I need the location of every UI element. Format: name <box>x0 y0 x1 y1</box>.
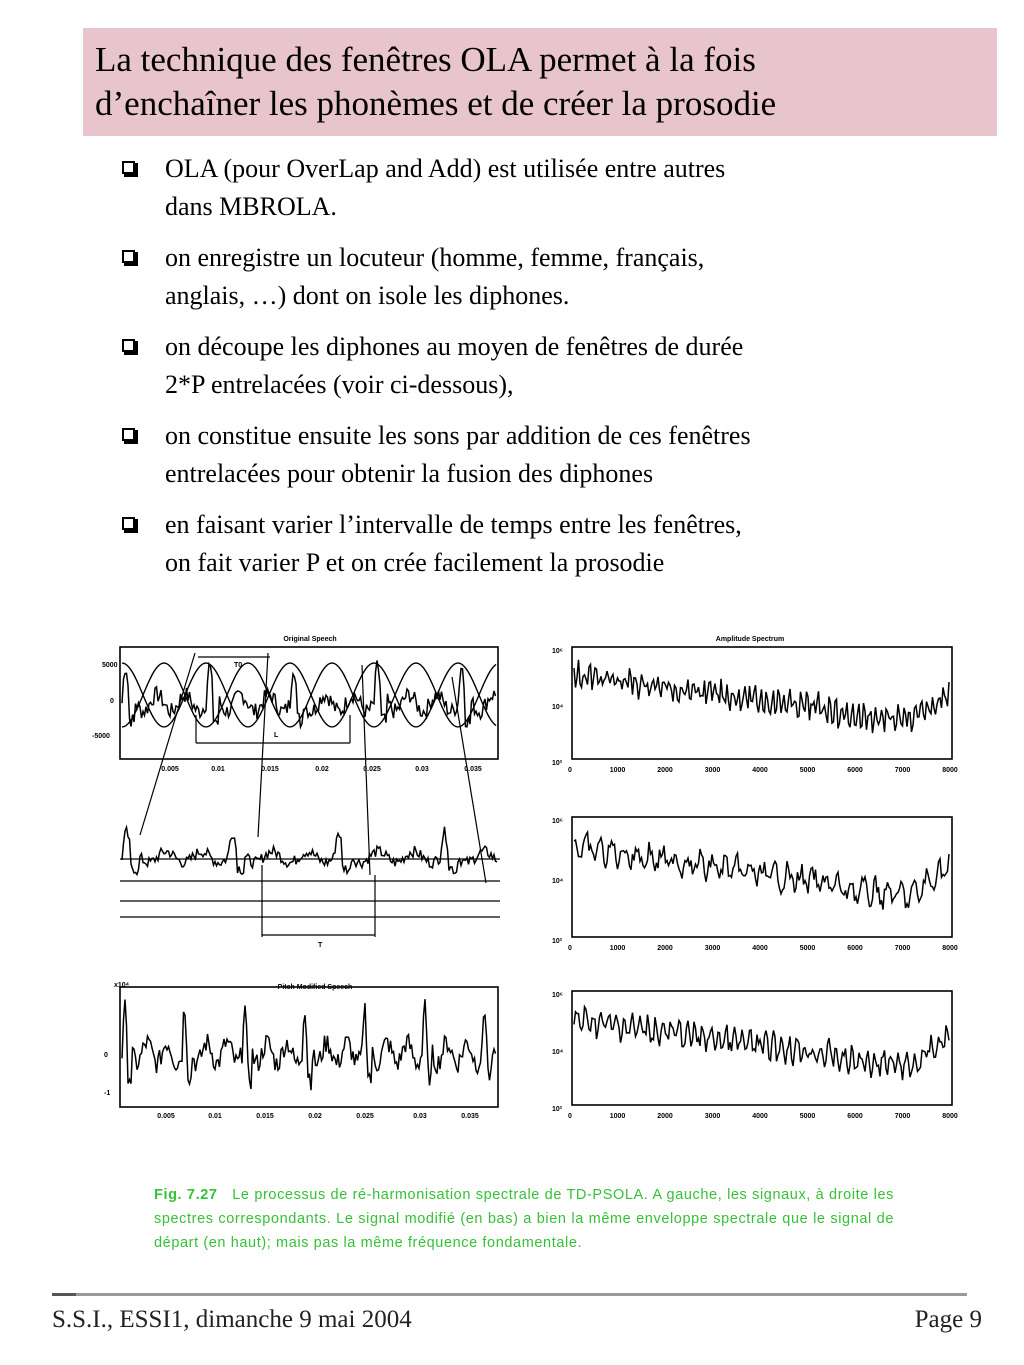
spectrum-x-tick: 4000 <box>752 945 768 952</box>
spectrum-x-tick: 2000 <box>657 945 673 952</box>
spectrum-frame-2 <box>572 817 952 937</box>
spectrum-x-tick: 6000 <box>847 945 863 952</box>
spectrum-y-tick: 10⁶ <box>552 818 564 825</box>
spectrum-x-tick: 8000 <box>942 1113 958 1120</box>
spectrum-x-tick: 4000 <box>752 1113 768 1120</box>
signal-y-tick: -5000 <box>92 733 110 740</box>
segmented-waveform <box>122 827 497 875</box>
mapping-arrow <box>140 653 195 835</box>
spectrum-x-tick: 3000 <box>704 767 721 774</box>
signal-y-tick: 0 <box>110 698 114 705</box>
checkbox-bullet-icon <box>122 161 135 174</box>
slide-title <box>83 28 997 136</box>
figure-svg <box>92 625 970 1135</box>
spectrum-x-tick: 8000 <box>942 945 958 952</box>
bullet-line: OLA (pour OverLap and Add) est utilisée entre autres <box>165 154 726 183</box>
spectrum-x-tick: 0 <box>568 767 572 774</box>
title-line-1: La technique des fenêtres OLA permet à la fois <box>95 40 756 79</box>
spectrum-y-tick: 10⁴ <box>552 1049 564 1056</box>
spectrum-x-tick: 3000 <box>704 945 721 952</box>
figure-number: Fig. 7.27 <box>154 1187 218 1203</box>
spectrum-curve-1 <box>574 660 949 733</box>
modified-speech-title: Pitch Modified Speech <box>277 984 353 991</box>
spectrum-x-tick: 5000 <box>799 767 816 774</box>
analysis-window <box>248 663 332 727</box>
label-t: T <box>318 942 323 949</box>
signal-x-tick: 0.025 <box>363 766 381 773</box>
signal-x-tick: 0.01 <box>211 766 225 773</box>
label-l: L <box>274 732 279 739</box>
bullet-item <box>118 506 948 582</box>
signal-x-tick: 0.03 <box>415 766 429 773</box>
spectrum-x-tick: 3000 <box>704 1113 721 1120</box>
spectrum-curve-2 <box>574 832 949 909</box>
spectrum-y-tick: 10⁴ <box>552 704 564 711</box>
modified-x-tick: 0.005 <box>157 1113 175 1120</box>
spectrum-x-tick: 4000 <box>752 767 768 774</box>
figure-caption <box>154 1183 894 1255</box>
analysis-window <box>164 663 248 727</box>
bullet-line: en faisant varier l’intervalle de temps entre les fenêtres, <box>165 510 742 539</box>
checkbox-bullet-icon <box>122 428 135 441</box>
modified-x-tick: 0.01 <box>208 1113 222 1120</box>
spectrum-x-tick: 5000 <box>799 1113 816 1120</box>
bullet-line: on constitue ensuite les sons par addition de ces fenêtres <box>165 421 751 450</box>
spectrum-x-tick: 8000 <box>942 767 958 774</box>
spectrum-x-tick: 1000 <box>609 1113 626 1120</box>
original-speech-title: Original Speech <box>283 636 337 643</box>
bullet-item <box>118 239 948 315</box>
label-t0: T0 <box>234 662 243 669</box>
signal-x-tick: 0.015 <box>261 766 279 773</box>
spectrum-x-tick: 7000 <box>894 945 911 952</box>
mapping-arrow <box>452 677 486 883</box>
bullet-line: dans MBROLA. <box>165 192 337 221</box>
spectrum-x-tick: 6000 <box>847 1113 863 1120</box>
spectrum-x-tick: 1000 <box>609 945 626 952</box>
modified-y-tick: x10⁴ <box>114 982 130 989</box>
original-waveform <box>122 661 496 728</box>
spectrum-curve-3 <box>574 1007 949 1080</box>
bullet-line: 2*P entrelacées (voir ci-dessous), <box>165 370 514 399</box>
analysis-window <box>416 663 496 727</box>
bullet-list <box>118 150 948 595</box>
footer-info: S.S.I., ESSI1, dimanche 9 mai 2004 <box>52 1306 412 1333</box>
spectrum-x-tick: 7000 <box>894 1113 911 1120</box>
bullet-item <box>118 417 948 493</box>
signal-y-tick: 5000 <box>102 662 118 669</box>
spectrum-x-tick: 6000 <box>847 767 863 774</box>
spectrum-y-tick: 10² <box>552 1106 563 1113</box>
original-signal-frame <box>120 647 498 759</box>
bullet-item <box>118 328 948 404</box>
spectrum-x-tick: 2000 <box>657 1113 673 1120</box>
signal-x-tick: 0.005 <box>161 766 179 773</box>
modified-y-tick: 0 <box>104 1052 108 1059</box>
modified-x-tick: 0.015 <box>256 1113 274 1120</box>
psola-figure <box>92 625 970 1135</box>
caption-text: Le processus de ré-harmonisation spectrale de TD-PSOLA. A gauche, les signaux, à droite les spectres correspondants. Le signal modifié (en bas) a bien la même enveloppe spectrale que le signal de départ (en haut); mais pas la même fréquence fondamentale. <box>154 1187 894 1251</box>
spectrum-x-tick: 0 <box>568 945 572 952</box>
spectrum-x-tick: 5000 <box>799 945 816 952</box>
modified-x-tick: 0.02 <box>308 1113 322 1120</box>
bullet-line: entrelacées pour obtenir la fusion des diphones <box>165 459 654 488</box>
bullet-line: anglais, …) dont on isole les diphones. <box>165 281 570 310</box>
bullet-line: on enregistre un locuteur (homme, femme, français, <box>165 243 705 272</box>
page-number: Page 9 <box>914 1306 982 1333</box>
signal-x-tick: 0.02 <box>315 766 329 773</box>
modified-signal-frame <box>120 987 498 1107</box>
bullet-item <box>118 150 948 226</box>
bullet-line: on fait varier P et on crée facilement la prosodie <box>165 548 665 577</box>
spectrum-x-tick: 0 <box>568 1113 572 1120</box>
footer-rule-accent <box>52 1293 76 1296</box>
spectrum-x-tick: 2000 <box>657 767 673 774</box>
spectrum-x-tick: 1000 <box>609 767 626 774</box>
spectrum-y-tick: 10⁶ <box>552 648 564 655</box>
spectrum-y-tick: 10² <box>552 938 563 945</box>
spectrum-y-tick: 10⁶ <box>552 992 564 999</box>
modified-x-tick: 0.035 <box>461 1113 479 1120</box>
spectrum-y-tick: 10⁴ <box>552 878 564 885</box>
spectrum-x-tick: 7000 <box>894 767 911 774</box>
bullet-line: on découpe les diphones au moyen de fenêtres de durée <box>165 332 744 361</box>
modified-x-tick: 0.025 <box>356 1113 374 1120</box>
spectrum-title: Amplitude Spectrum <box>715 636 785 643</box>
modified-y-tick: -1 <box>104 1090 111 1097</box>
modified-x-tick: 0.03 <box>413 1113 427 1120</box>
signal-x-tick: 0.035 <box>464 766 482 773</box>
checkbox-bullet-icon <box>122 517 135 530</box>
checkbox-bullet-icon <box>122 339 135 352</box>
title-line-2: d’enchaîner les phonèmes et de créer la prosodie <box>95 84 777 123</box>
modified-waveform <box>122 999 496 1090</box>
spectrum-y-tick: 10² <box>552 760 563 767</box>
checkbox-bullet-icon <box>122 250 135 263</box>
footer-rule <box>52 1293 967 1296</box>
